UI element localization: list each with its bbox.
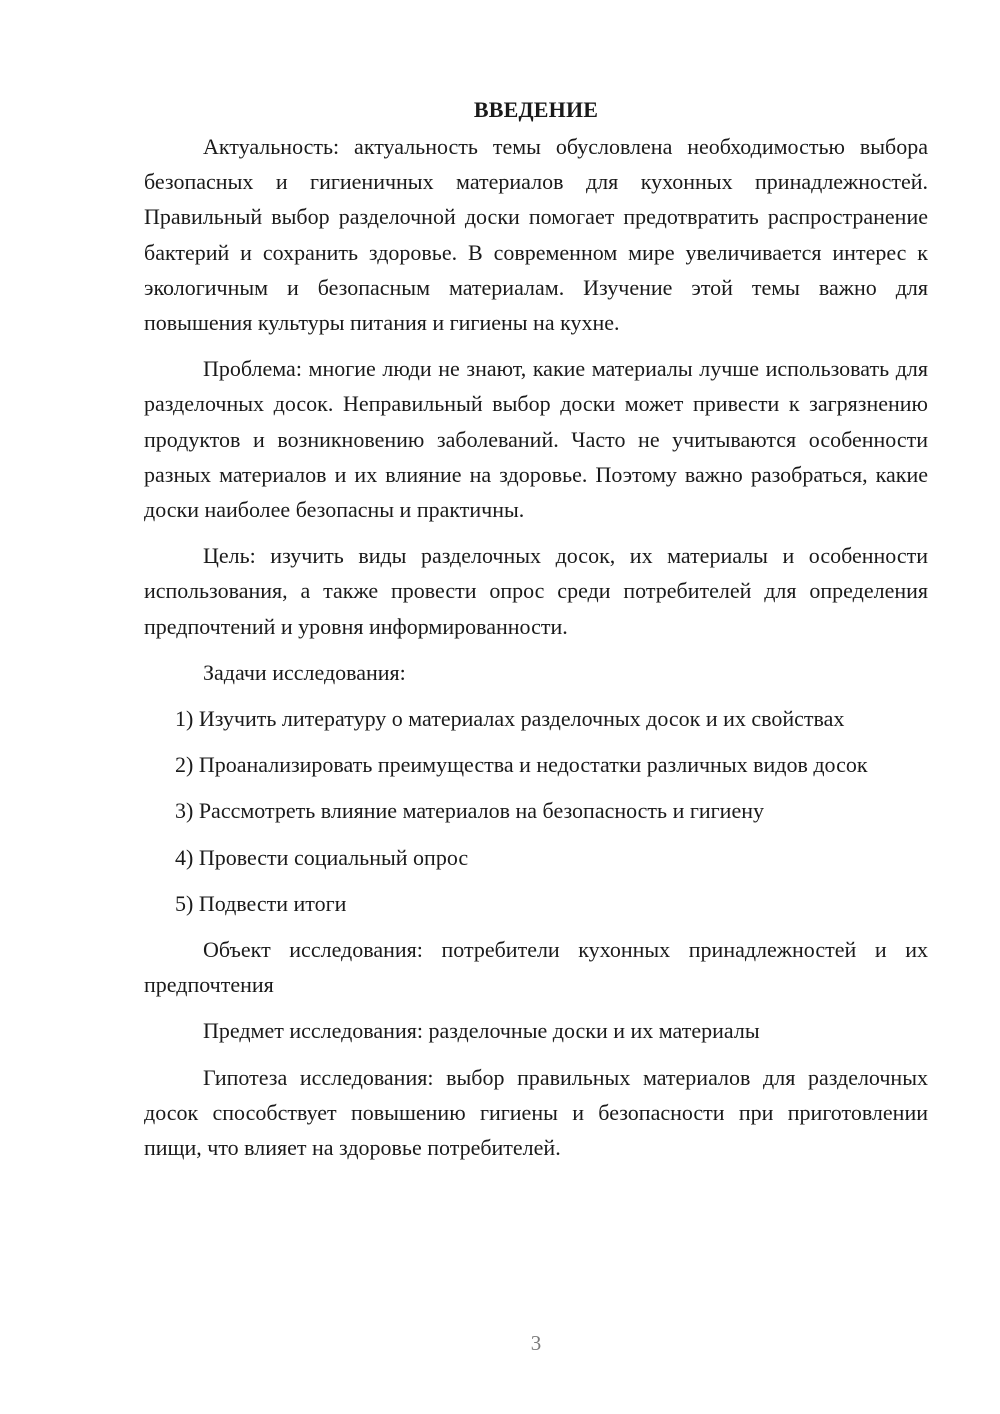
relevance-paragraph: Актуальность: актуальность темы обусловлена необходимостью выбора безопасных и гигиеничных материалов для кухонных принадлежностей. Правильный выбор разделочной доски помогает предотвратить распространение бактерий и сохранить здоровье. В современном мире увеличивается интерес к экологичным и безопасным материалам. Изучение этой темы важно для повышения культуры питания и гигиены на кухне.	[144, 134, 928, 336]
document-page	[144, 92, 928, 1176]
page-number: 3	[530, 1331, 542, 1355]
hypothesis-paragraph: Гипотеза исследования: выбор правильных материалов для разделочных досок способствует повышению гигиены и безопасности при приготовлении пищи, что влияет на здоровье потребителей.	[144, 1064, 928, 1161]
task-item-3: 3) Рассмотреть влияние материалов на безопасность и гигиену	[175, 798, 764, 824]
task-item-5: 5) Подвести итоги	[175, 890, 347, 916]
goal-paragraph: Цель: изучить виды разделочных досок, их материалы и особенности использования, а также провести опрос среди потребителей для определения предпочтений и уровня информированности.	[144, 543, 928, 639]
problem-paragraph: Проблема: многие люди не знают, какие материалы лучше использовать для разделочных досок. Неправильный выбор доски может привести к загрязнению продуктов и возникновению заболеваний. Часто не учитываются особенности разных материалов и их влияние на здоровье. Поэтому важно разобраться, какие доски наиболее безопасны и практичны.	[144, 356, 928, 523]
task-item-2: 2) Проанализировать преимущества и недостатки различных видов досок	[175, 752, 868, 778]
section-title: ВВЕДЕНИЕ	[473, 97, 599, 122]
object-paragraph: Объект исследования: потребители кухонных принадлежностей и их предпочтения	[144, 937, 928, 998]
task-item-1: 1) Изучить литературу о материалах разделочных досок и их свойствах	[175, 706, 845, 732]
subject-paragraph: Предмет исследования: разделочные доски и их материалы	[203, 1018, 760, 1044]
tasks-heading: Задачи исследования:	[203, 659, 406, 685]
task-item-4: 4) Провести социальный опрос	[175, 844, 469, 870]
